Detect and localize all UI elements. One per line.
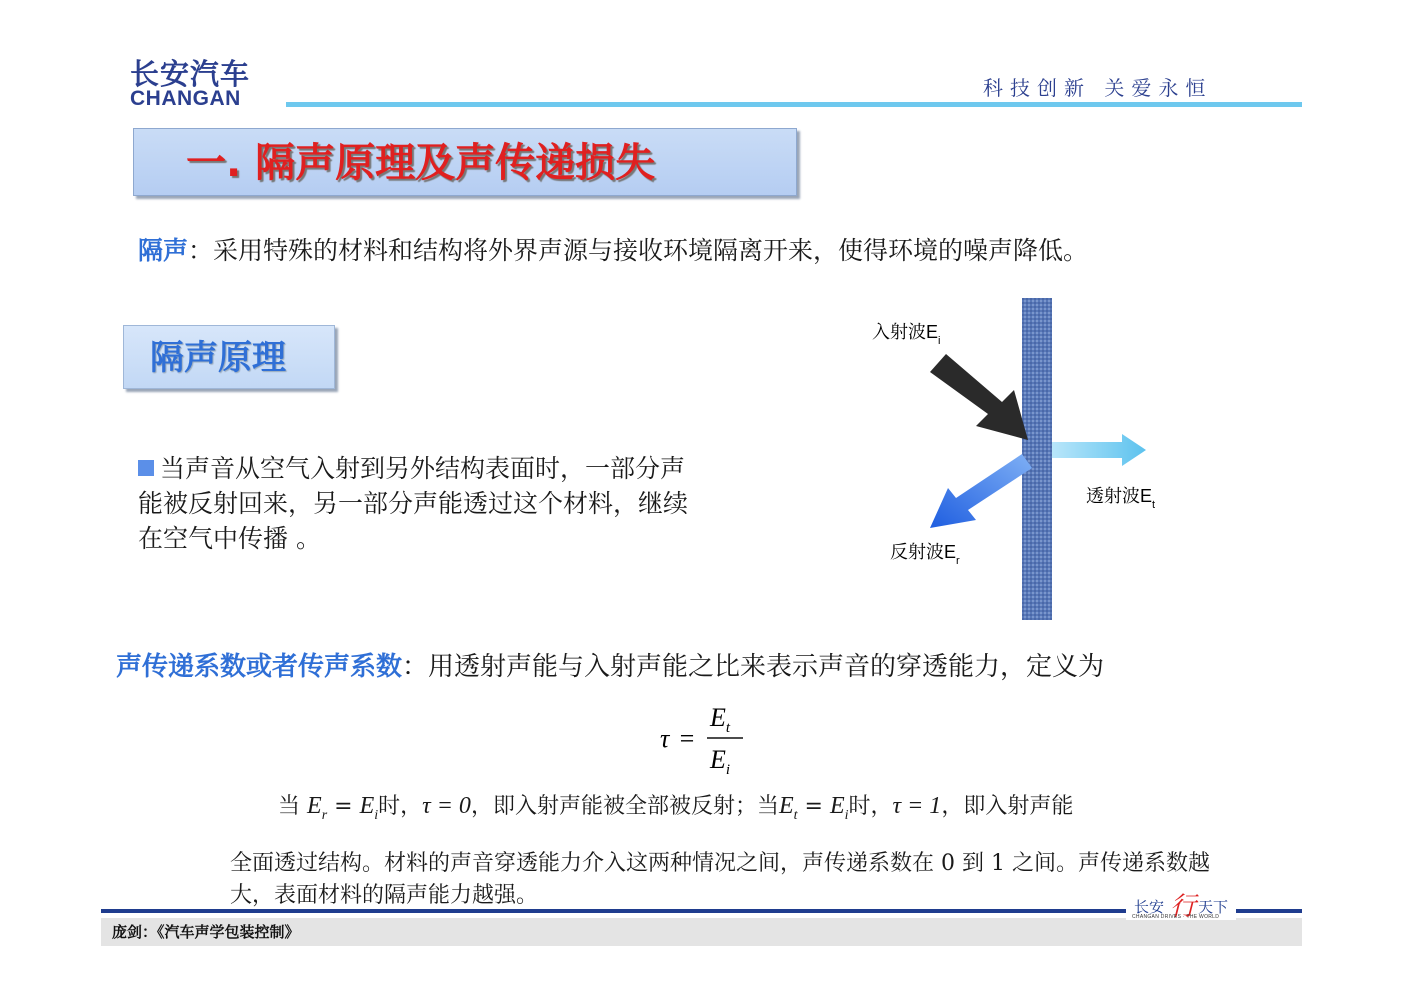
coefficient-term: 声传递系数或者传声系数 [116,652,403,682]
tau-zero: τ = 0 [422,793,471,819]
ei-symbol: $E_i$ [829,793,849,823]
incident-label: 入射波$E_i$ [872,322,941,347]
principle-paragraph [138,451,698,556]
incident-arrow [930,354,1028,440]
header-slogan: 科技创新 关爱永恒 [983,76,1213,100]
transmitted-arrow [1052,434,1146,466]
footer-divider [101,909,1302,913]
definition-text: ：采用特殊的材料和结构将外界声源与接收环境隔离开来，使得环境的噪声降低。 [188,236,1089,265]
condition-part: ，即入射声能被全部被反射；当 [470,794,779,819]
formula-lhs: τ [660,724,670,753]
formula-numerator: $E_t$ [710,703,731,736]
condition-part: 时， [848,794,893,819]
footer-logo [1126,890,1236,920]
condition-part: 时， [378,794,423,819]
tau-formula [660,700,760,780]
sound-wave-diagram [860,292,1190,622]
footer-logo-sub: CHANGAN DRIVES · THE WORLD [1132,914,1220,920]
condition-part: ，即入射声能 [941,794,1074,819]
header-divider [286,102,1302,107]
footer-logo-char: 行 [1170,892,1197,922]
coefficient-text: ：用透射声能与入射声能之比来表示声音的穿透能力，定义为 [402,652,1105,682]
er-symbol: $E_r$ [307,793,328,823]
coefficient-line [116,648,1104,686]
condition-eq: = [327,794,360,819]
tau-one: τ = 1 [892,793,942,819]
principle-text: 当声音从空气入射到另外结构表面时，一部分声能被反射回来，另一部分声能透过这个材料，继续在空气中传播 。 [138,454,689,553]
transmitted-label: 透射波$E_t$ [1086,486,1156,511]
condition-line [278,790,1073,832]
definition-line [138,234,1088,268]
condition-eq: = [797,794,830,819]
reflected-label: 反射波$E_r$ [890,542,960,567]
formula-denominator: $E_i$ [710,745,731,778]
logo-english: CHANGAN [130,87,241,110]
square-bullet-icon [138,460,154,476]
definition-term: 隔声 [138,236,189,265]
ei-symbol: $E_i$ [359,793,379,823]
footer-logo-left: 长安 [1134,898,1165,916]
section-subtitle: 隔声原理 [150,338,286,378]
page-title: 一. 隔声原理及声传递损失 [186,140,656,186]
footer-logo-right: 天下 [1198,898,1229,916]
conclusion-paragraph: 全面透过结构。材料的声音穿透能力介入这两种情况之间，声传递系数在 0 到 1 之间。声传递系数越大，表面材料的隔声能力越强。 [230,851,1210,908]
et-symbol: $E_t$ [778,793,798,823]
reflected-arrow [930,454,1032,528]
condition-part: 当 [278,794,301,819]
logo-chinese: 长安汽车 [130,57,251,91]
barrier-wall [1022,298,1052,620]
formula-eq: = [678,724,696,753]
footer-citation: 庞剑：《汽车声学包装控制》 [112,923,300,941]
